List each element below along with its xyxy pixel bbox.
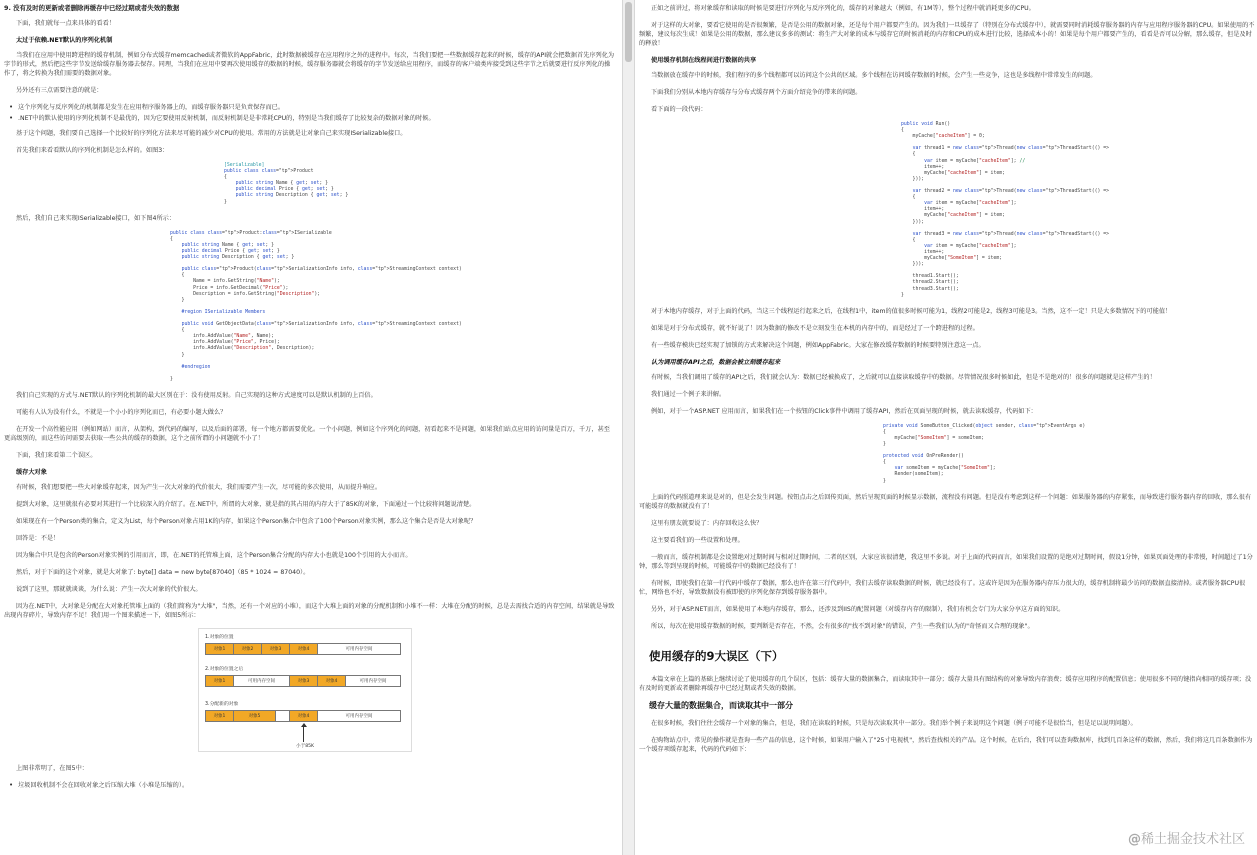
code-line: thread3.Start(); — [901, 286, 959, 292]
code-line: public class class="tp">Product:class="tp">ISerializable — [170, 230, 332, 236]
paragraph: 我们通过一个例子来讲解。 — [651, 390, 726, 398]
code-line: myCache["cacheItem"] = 0; — [901, 134, 985, 140]
memory-block: 对象3 — [290, 676, 318, 686]
bullet-list — [8, 103, 616, 123]
watermark — [1128, 828, 1245, 847]
code-line: { — [901, 237, 916, 243]
code-line: myCache["cacheItem"] = item; — [901, 213, 1005, 219]
paragraph: 对于本地内存缓存，对于上面的代码，当这三个线程运行起来之后，在线程1中，item的值很多时候可能为1，线程2可能是2，线程3可能是3。当然，这不一定！只是大多数情况下的可能值！ — [651, 307, 1172, 315]
paragraph: 所以，每次在使用缓存数据的时候，要判断是否存在，不然，会有很多的"找不到对象"的错误，产生一些我们认为的"奇怪而又合理的现象"。 — [651, 622, 1034, 630]
watermark-at: @ — [1127, 832, 1141, 847]
memory-block: 对象5 — [234, 711, 276, 721]
code-line: info.AddValue("Name", Name); — [170, 334, 274, 340]
document-page-right — [635, 0, 1257, 855]
code-line: })); — [901, 262, 925, 268]
paragraph: 在开发一个高性能应用（例如网站）而言，从架构，到代码的编写，以及后面的部署，每一个地方都需要优化。一个小问题，例如这个序列化的问题，初看起来不是问题，如果我们站点应用的访问量是百万，千万，甚至更高级别的，而这些访问需要去获取一些公共的缓存的数据，这个之前所谓的小问题就不小了！ — [4, 426, 610, 442]
code-line: item++; — [901, 249, 945, 255]
code-line: public class="tp">Product(class="tp">SerializationInfo info, class="tp">StreamingContext context) — [181, 267, 462, 273]
paragraph: 说到了这里，那就就谈谈，为什么说：产生一次大对象的代价很大。 — [16, 586, 202, 593]
paragraph: 如果现在有一个Person类的集合，定义为List，每个Person对象占用1K的内存，如果这个Person集合中包含了100个Person对象实例，那么这个集合是否是大对象呢？ — [16, 518, 477, 525]
list-item: • 垃圾回收机制不会在回收对象之后压缩大堆（小堆是压缩的）。 — [8, 781, 616, 790]
diagram-row-3 — [205, 710, 401, 722]
code-block-button-click — [883, 424, 1257, 485]
paragraph: 当数据放在缓存中的时候，我们程序的多个线程都可以访问这个公共的区域。多个线程在访问缓存数据的时候，会产生一些竞争，这也是多线程中常常发生的问题。 — [651, 72, 1097, 79]
diagram-row-2 — [205, 675, 401, 687]
heading-cache-api: 认为调用缓存API之后，数据会被立刻缓存起来 — [651, 358, 781, 366]
code-line: #endregion — [170, 364, 211, 370]
paragraph: 看下面的一段代码： — [651, 106, 707, 113]
code-line: { — [170, 273, 185, 279]
code-line: { — [883, 460, 886, 466]
memory-block: 对象3 — [262, 644, 290, 654]
paragraph: 可能有人认为没有什么，不就是一个小小的序列化而已，有必要小题大做么？ — [16, 409, 227, 416]
paragraph: 在很多时候，我们往往会缓存一个对象的集合，但是，我们在读取的时候，只是每次读取其中一部分。我们举个例子来说明这个问题（例子可能不是很恰当，但是足以说明问题）。 — [651, 719, 1137, 727]
code-line: public string Name { get; set; } — [181, 242, 275, 248]
paragraph: 对于这样的大对象，要看它使用的是否很频繁，是否是公用的数据对象，还是每个用户都要产生的。因为我们一旦缓存了（特别在分布式缓存中），就需要同时消耗缓存服务器的内存与应用程序服务器的CPU。如果使用的不频繁，建议每次生成！如果是公用的数据，那么建议多多的测试：将生产大对象的成本与缓存它的时候消耗的内存和CPU的成本进行比较，选择成本小的！如果是每个用户都要产生的，看看是否可以分解，那么缓存，但是及时的释放！ — [639, 22, 1255, 47]
code-line: { — [901, 195, 916, 201]
code-block-iserializable — [170, 231, 616, 383]
code-line: })); — [901, 219, 925, 225]
code-line: myCache["cacheItem"] = item; — [901, 170, 1005, 176]
code-line: public string Description { get; set; } — [181, 255, 295, 261]
list-item: • .NET中的默认使用的序列化机制不是最优的，因为它要使用反射机制，而反射机制是是非常耗CPU的，特别是当我们缓存了比较复杂的数据对象的时候。 — [8, 114, 616, 123]
code-line: myCache["SomeItem"] = someItem; — [883, 435, 985, 441]
memory-block: 对象1 — [206, 644, 234, 654]
code-line: })); — [901, 176, 925, 182]
memory-heap-diagram — [198, 628, 412, 752]
code-line: } — [170, 352, 185, 358]
paragraph: 提到大对象，这里就很有必要对其进行一个比较深入的介绍了。在.NET中，所谓的大对象，就是指的其占用的内存大于了85K的对象，下面通过一个比较将问题说清楚。 — [16, 501, 476, 508]
code-line: } — [901, 292, 904, 298]
paragraph: 下面，我们来看第二个误区。 — [16, 452, 97, 459]
scrollbar[interactable] — [622, 0, 635, 855]
code-line: [Serializable] — [224, 163, 265, 168]
code-block-serializable — [224, 163, 616, 206]
memory-block: 对象4 — [290, 644, 318, 654]
code-line: item++; — [901, 207, 945, 213]
code-line: var thread2 = new class="tp">Thread(new class="tp">ThreadStart(() => — [912, 189, 1110, 195]
code-line: var someItem = myCache["SomeItem"]; — [894, 466, 996, 472]
paragraph: 在购物站点中，常见的操作就是查询一些产品的信息，这个时候，如果用户输入了"25寸电视机"，然后查找相关的产品。这个时候，在后台，我们可以查询数据库，找到几百条这样的数据，然后，我们将这几百条数据作为一个缓存项缓存起来，代码的代码如下： — [639, 736, 1253, 753]
paragraph: 一般而言，缓存机制都是会设置绝对过期时间与相对过期时间，二者的区别，大家应该很清楚，我这里不多说。对于上面的代码而言，如果我们设置的是绝对过期时间，假设1分钟，如果页面处理的非常慢，时间超过了1分钟，那么等到呈现的时候，可能缓存中的数据已经没有了！ — [639, 553, 1253, 570]
arrow-line — [303, 726, 304, 742]
paragraph: 下面我们分别从本地内存缓存与分布式缓存两个方面介绍竞争的带来的问题。 — [651, 89, 862, 96]
code-line: public class class="tp">Product — [224, 169, 314, 175]
scrollbar-thumb[interactable] — [625, 2, 632, 62]
memory-block-free: 可用内存空间 — [346, 676, 400, 686]
paragraph: 有时候，当我们调用了缓存的API之后，我们就会认为：数据已经被换成了，之后就可以直接读取缓存中的数据。尽管情况很多时候如此，但是不是绝对的！很多的问题就是这样产生的！ — [651, 373, 1156, 381]
paragraph: 有时候，即使我们在第一行代码中缓存了数据，那么也许在第三行代码中，我们去缓存读取数据的时候，就已经没有了。这或许是因为在服务器内存压力很大的，缓存机制将最少访问的数据直接清掉。或者服务器CPU很忙，网络也不好，导致数据没有被即使的序列化保存到缓存服务器中。 — [639, 579, 1246, 596]
code-line: myCache["SomeItem"] = item; — [901, 256, 1003, 262]
heading-serialization: 太过于依赖.NET默认的序列化机制 — [16, 37, 113, 44]
code-line: Name = info.GetString("Name"); — [170, 279, 280, 285]
article-title: 使用缓存的9大误区（下） — [649, 648, 784, 663]
code-line: var item = myCache["cacheItem"]; // — [924, 158, 1026, 164]
paragraph: 这里有朋友就要说了：内存回收这么快？ — [651, 519, 763, 527]
paragraph: 下面，我们就每一点来具体的看看！ — [16, 20, 115, 27]
code-line: { — [170, 328, 185, 334]
memory-block: 对象1 — [206, 676, 234, 686]
code-line: { — [901, 128, 904, 134]
paragraph: 这主要看我们的一些设置和处理。 — [651, 536, 744, 544]
paragraph: 我们自己实现的方式与.NET默认的序列化机制的最大区别在于：没有使用反射。自己实现的这种方式速度可以是默认机制的上百倍。 — [16, 392, 377, 399]
paragraph: 另外还有三点需要注意的就是： — [16, 87, 103, 94]
diagram-label: 3.分配新的对象 — [205, 702, 239, 707]
code-line: public decimal Price { get; set; } — [235, 187, 334, 193]
code-line: Description = info.GetString("Description"); — [170, 291, 321, 297]
document-page-left — [0, 0, 622, 855]
code-line: } — [224, 199, 227, 205]
code-line: public void Run() — [901, 122, 951, 127]
diagram-arrow-label: 小于85K — [296, 744, 315, 749]
bullet-list — [8, 781, 616, 790]
code-line: thread1.Start(); — [901, 274, 959, 280]
paragraph: 首先我们来看看默认的序列化机制是怎么样的。如图3： — [16, 147, 169, 154]
code-line: info.AddValue("Price", Price); — [170, 340, 280, 346]
paragraph: 有一些缓存模块已经实现了加锁的方式来解决这个问题，例如AppFabric。大家在修改缓存数据的时候要特别注意这一点。 — [651, 341, 985, 349]
paragraph: 另外，对于ASP.NET而言，如果使用了本地内存缓存，那么，还涉及到IIS的配置问题（对缓存内存的限制），我们有机会专门为大家分享这方面的知识。 — [651, 605, 1065, 613]
paragraph: 有时候，我们想要把一些大对象缓存起来，因为产生一次大对象的代价很大，我们需要产生一次，尽可能的多次使用，从而提升响应。 — [16, 484, 382, 491]
code-line: private void SomeButton_Clicked(object sender, class="tp">EventArgs e) — [883, 423, 1086, 429]
paragraph: 本篇文章在上篇的基础上继续讨论了使用缓存的几个误区，包括：缓存大量的数据集合，而读取其中一部分；缓存大量具有图结构的对象导致内存浪费；缓存应用程序的配置信息；使用很多不同的键指向相同的缓存项；没有及时的更新或者删除再缓存中已经过期或者失效的数据。 — [639, 675, 1252, 692]
section-heading: 缓存大量的数据集合，而读取其中一部分 — [649, 700, 793, 710]
diagram-label: 1.对象的位置 — [205, 635, 234, 640]
code-line: Render(someItem); — [883, 472, 944, 478]
code-line: info.AddValue("Description", Description); — [170, 346, 315, 352]
code-line: protected void OnPreRender() — [883, 454, 964, 460]
list-item: • 这个序列化与反序列化的机制都是发生在应用程序服务器上的，而缓存服务器只是负责保存而已。 — [8, 103, 616, 112]
code-line: } — [170, 376, 173, 382]
code-line: { — [901, 152, 916, 158]
paragraph: 当我们在应用中使用跨进程的缓存机制，例如分布式缓存memcached或者微软的AppFabric，此时数据被缓存在应用程序之外的进程中。每次，当我们要把一些数据缓存起来的时候，缓存的API就会把数据首先序列化为字节的形式，然后把这些字节发送给缓存服务器去保存。同理，当我们在应用中要再次使用缓存的数据的时候，缓存服务器就会将缓存的字节发送给应用程序，而缓存的客户端类库接受到这些字节之后就要进行反序列化的操作了，将之转换为我们需要的数据对象。 — [4, 52, 615, 77]
code-line: } — [883, 442, 886, 447]
paragraph: 上图非常明了，在图5中： — [16, 765, 88, 772]
code-line: public string Name { get; set; } — [235, 181, 329, 187]
code-line: thread2.Start(); — [901, 280, 959, 286]
code-line: } — [883, 478, 886, 484]
code-line: public void GetObjectData(class="tp">SerializationInfo info, class="tp">StreamingContext context) — [181, 322, 462, 328]
code-line: { — [883, 429, 886, 435]
memory-block: 对象2 — [234, 644, 262, 654]
paragraph: 回答是：不是！ — [16, 535, 60, 542]
code-line: var thread1 = new class="tp">Thread(new class="tp">ThreadStart(() => — [912, 146, 1110, 152]
paragraph: 然后，我们自己来实现ISerializable接口，如下图4所示： — [16, 214, 176, 222]
memory-block-free: 可用内存空间 — [318, 711, 400, 721]
code-line: Price = info.GetDecimal("Price"); — [170, 285, 289, 291]
paragraph: 因为在.NET中，大对象是分配在大对象托管堆上面的（我们简称为"大堆"，当然，还有一个对应的小堆），而这个大堆上面的对象的分配机制和小堆不一样：大堆在分配的时候，总是去需找合适的内存空间，结果就是导致出现内存碎片，导致内存不足！我们用一个图来描述一下，如图5所示： — [4, 603, 615, 619]
section-title: 9. 没有及时的更新或者删除再缓存中已经过期或者失效的数据 — [4, 4, 180, 12]
paragraph: 例如，对于一个ASP.NET 应用而言，如果我们在一个按钮的Click事件中调用了缓存API，然后在页面呈现的时候，就去读取缓存，代码如下： — [651, 407, 1037, 415]
code-line: { — [170, 236, 173, 242]
memory-fragment — [276, 711, 290, 721]
code-line: public string Description { get; set; } — [235, 193, 349, 199]
code-line: } — [170, 297, 185, 303]
code-line: { — [224, 175, 227, 181]
memory-block-free: 可用内存空间 — [318, 644, 400, 654]
code-line: item++; — [901, 164, 945, 170]
paragraph: 因为集合中只是包含的Person对象实例的引用而言，即，在.NET的托管堆上面，这个Person集合分配的内存大小也就是100个引用的大小而言。 — [16, 552, 412, 559]
diagram-label: 2.对象的位置之后 — [205, 667, 244, 672]
memory-block: 对象4 — [290, 711, 318, 721]
paragraph: 如果是对于分布式缓存，就不好说了！因为数据的修改不是立刻发生在本机的内存中的，而是经过了一个跨进程的过程。 — [651, 324, 979, 332]
diagram-row-1 — [205, 643, 401, 655]
paragraph: 然后，对于下面的这个对象，就是大对象了: byte[] data = new byte[87040]（85 * 1024 = 87040）。 — [16, 569, 310, 576]
watermark-text: 稀土掘金技术社区 — [1140, 832, 1245, 847]
heading-thread-sharing: 使用缓存机制在线程间进行数据的共享 — [651, 57, 757, 64]
paragraph: 上面的代码照道理来说是对的，但是会发生问题。按钮点击之后回传页面，然后呈现页面的时候显示数据，流程没有问题。但是没有考虑到这样一个问题：如果服务器的内存紧张，而导致进行服务器内存的回收，那么很有可能缓存的数据就没有了！ — [639, 493, 1252, 510]
memory-block-free: 可用内存空间 — [234, 676, 290, 686]
code-line: var item = myCache["cacheItem"]; — [924, 201, 1017, 207]
memory-block: 对象1 — [206, 711, 234, 721]
code-line: var item = myCache["cacheItem"]; — [924, 243, 1017, 249]
code-block-threads — [901, 122, 1257, 299]
code-line: #region ISerializable Members — [170, 309, 266, 315]
paragraph: 基于这个问题，我们要自己选择一个比较好的序列化方法来尽可能的减少对CPU的使用。常用的方法就是让对象自己来实现ISerializable接口。 — [16, 130, 407, 137]
memory-block: 对象4 — [318, 676, 346, 686]
code-line: var thread3 = new class="tp">Thread(new class="tp">ThreadStart(() => — [912, 231, 1110, 237]
heading-large-objects: 缓存大对象 — [16, 469, 47, 476]
paragraph: 正如之前讲过，将对象缓存和读取的时候是要进行序列化与反序列化的，缓存的对象越大（例如，有1M等），整个过程中就消耗更多的CPU。 — [651, 5, 1035, 12]
code-line: public decimal Price { get; set; } — [181, 248, 280, 254]
